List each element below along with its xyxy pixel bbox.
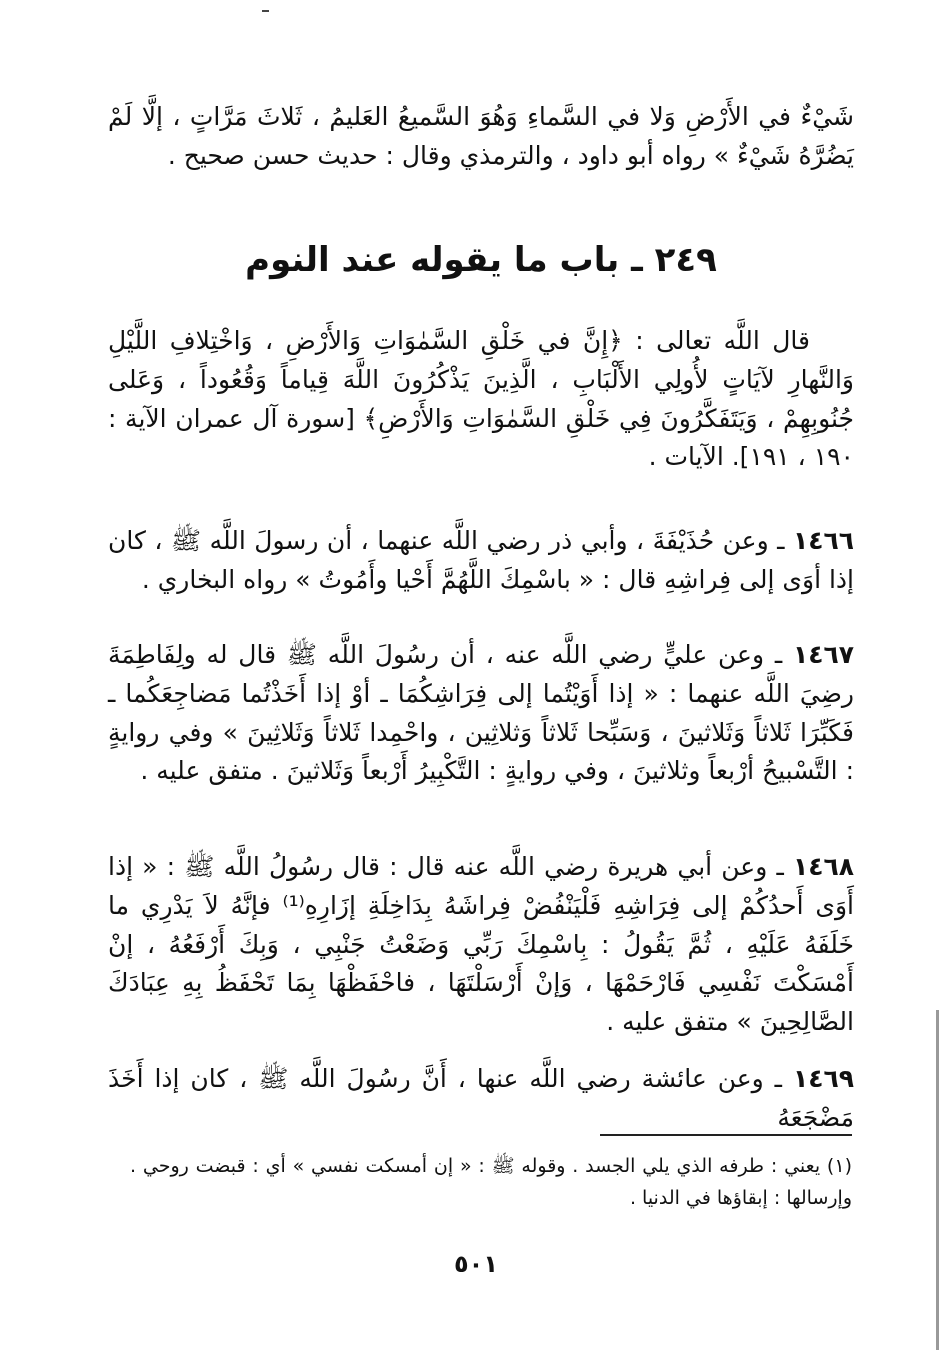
hadith-text: ـ وعن عليٍّ رضي اللَّه عنه ، أن رسُولَ اللَّه ﷺ قال له ولِفَاطِمَةَ رضِيَ اللَّه عنهما : « إذا أَوَيْتُما إلى فِرَاشِكُمَا ـ أوْ إذا أَخَذْتُما مَضاجِعَكُما ـ فَكَبِّرَا ثَلاثاً وَثَلاثينَ ، وَسَبِّحا ثَلاثاً وَثلاثِين ، واحْمِدا ثَلاثاً وَثَلاثِينَ » وفي روايةٍ : التَّسْبيحُ أرْبعاً وثلاثينَ ، وفي روايةٍ : التَّكْبِيرُ أَرْبعاً وَثَلاثينَ . متفق عليه . (108, 640, 854, 786)
footnote: (١) يعني : طرفه الذي يلي الجسد . وقوله ﷺ : « إن أمسكت نفسي » أي : قبضت روحي . وإرسالها : إبقاؤها في الدنيا . (130, 1155, 852, 1210)
hadith-number: ١٤٦٩ (792, 1064, 854, 1093)
hadith-paragraph (108, 1060, 854, 1138)
scan-edge-line (936, 1010, 939, 1350)
scan-mark (262, 10, 269, 12)
intro-paragraph: شَيْءٌ في الأَرْضِ وَلا في السَّماءِ وَهُوَ السَّميعُ العَليمُ ، ثَلاثَ مَرَّاتٍ ، إلَّا لَمْ يَضُرَّهُ شَيْءٌ » رواه أبو داود ، والترمذي وقال : حديث حسن صحيح . (108, 102, 854, 170)
hadith-paragraph (108, 636, 854, 791)
hadith-number: ١٤٦٧ (792, 640, 855, 669)
hadith-paragraph (108, 848, 854, 1042)
hadith-number: ١٤٦٦ (792, 526, 854, 555)
page-number: ٥٠١ (454, 1250, 498, 1278)
chapter-title: ٢٤٩ ـ باب ما يقوله عند النوم (245, 240, 717, 280)
hadith-text: ـ وعن حُذَيْفَةَ ، وأبي ذر رضي اللَّه عنهما ، أن رسولَ اللَّه ﷺ ، كان إذا أوَى إلى فِراشِهِ قال : « باسْمِكَ اللَّهُمَّ أَحْيا وأَمُوتُ » رواه البخاري . (108, 526, 854, 594)
hadith-number: ١٤٦٨ (792, 852, 854, 881)
hadith-paragraph (108, 522, 854, 600)
hadith-text: ـ وعن عائشة رضي اللَّه عنها ، أَنَّ رسُولَ اللَّه ﷺ ، كان إذا أَخَذَ مَضْجَعَهُ (108, 1064, 854, 1132)
quran-verse-paragraph: قال اللَّه تعالى : ﴿إِنَّ في خَلْقِ السَّمٰوَاتِ وَالأَرْضِ ، وَاخْتِلافِ اللَّيْلِ وَالنَّهارِ لآيَاتٍ لأُولِي الأَلْبَابِ ، الَّذِينَ يَذْكُرُونَ اللَّهَ قِياماً وَقُعُوداً ، وَعَلى جُنُوبِهِمْ ، وَيَتَفَكَّرُونَ فِي خَلْقِ السَّمٰوَاتِ وَالأَرْضِ﴾ [سورة آل عمران الآية : ١٩٠ ، ١٩١]. الآيات . (108, 326, 854, 472)
footnote-divider (600, 1134, 852, 1136)
hadith-text: ـ وعن أبي هريرة رضي اللَّه عنه قال : قال رسُولُ اللَّه ﷺ : « إذا أَوَى أَحدُكُمْ إلى فِرَاشِهِ فَلْيَنْفُضْ فِراشَهُ بِدَاخِلَةِ إزَارِهِ⁽¹⁾ فإنَّهُ لاَ يَدْرِي ما خَلَفَهُ عَلَيْهِ ، ثُمَّ يَقُولُ : بِاسْمِكَ رَبِّي وَضَعْتُ جَنْبِي ، وَبِكَ أَرْفَعُهُ ، إنْ أَمْسَكْتَ نَفْسِي فَارْحَمْهَا ، وَإنْ أَرْسَلْتَهَا ، فاحْفَظْهَا بِمَا تَحْفَظُ بِهِ عِبَادَكَ الصَّالِحِينَ » متفق عليه . (108, 852, 854, 1036)
